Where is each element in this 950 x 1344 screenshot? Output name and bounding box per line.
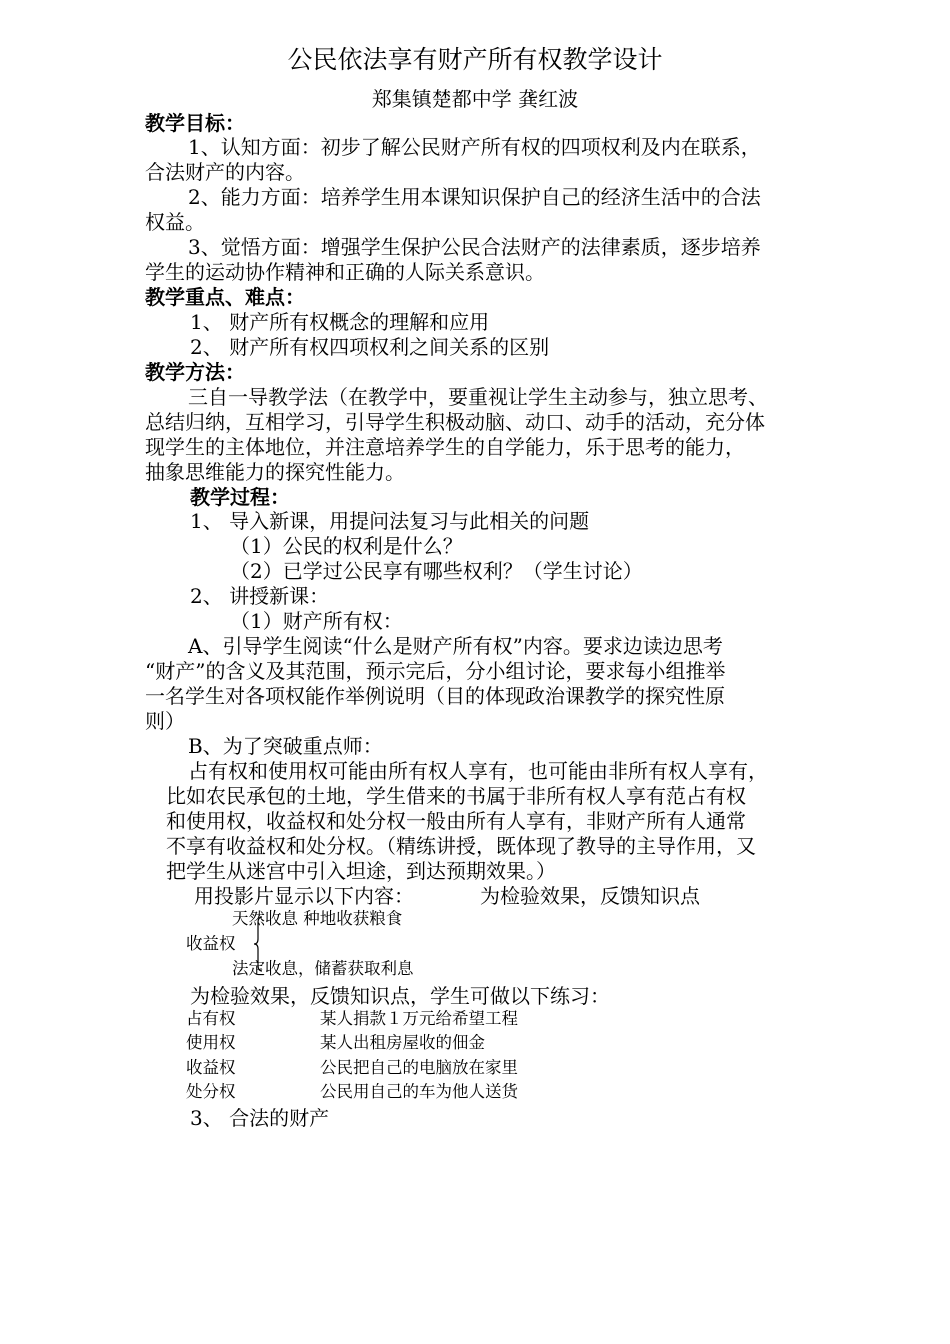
exercise-intro: 为检验效果，反馈知识点，学生可做以下练习： <box>190 984 610 1008</box>
author-line: 郑集镇楚都中学 龚红波 <box>371 87 579 111</box>
goals-line: 学生的运动协作精神和正确的人际关系意识。 <box>145 260 545 284</box>
process-line: （1）公民的权利是什么？ <box>230 534 463 558</box>
goals-line: 合法财产的内容。 <box>145 160 305 184</box>
goals-line: 1、认知方面：初步了解公民财产所有权的四项权利及内在联系， <box>188 135 761 159</box>
goals-line: 2、能力方面：培养学生用本课知识保护自己的经济生活中的合法 <box>188 185 761 209</box>
process-line: 一名学生对各项权能作举例说明（目的体现政治课教学的探究性原 <box>145 684 725 708</box>
projection-purpose: 为检验效果，反馈知识点 <box>480 884 700 908</box>
process-line: 不享有收益权和处分权。（精练讲授，既体现了教导的主导作用，又 <box>166 834 756 858</box>
process-line: 和使用权，收益权和处分权一般由所有人享有，非财产所有人通常 <box>166 809 746 833</box>
projection-note: 用投影片显示以下内容： <box>194 884 414 908</box>
process-line: 比如农民承包的土地，学生借来的书属于非所有权人享有范占有权 <box>166 784 746 808</box>
process-line: （1）财产所有权： <box>230 609 403 633</box>
document-title: 公民依法享有财产所有权教学设计 <box>287 45 663 74</box>
goals-line: 权益。 <box>145 210 205 234</box>
process-line: B、为了突破重点师： <box>188 734 383 758</box>
process-line: 3、 合法的财产 <box>190 1106 330 1130</box>
process-line: 2、 讲授新课： <box>190 584 330 608</box>
income-right-label: 收益权 <box>186 934 236 953</box>
key-point-item: 2、 财产所有权四项权利之间关系的区别 <box>190 335 550 359</box>
key-points-heading: 教学重点、难点： <box>145 285 305 309</box>
process-line: 把学生从迷宫中引入坦途，到达预期效果。） <box>166 859 556 883</box>
process-heading: 教学过程： <box>190 485 290 509</box>
exercise-example: 公民把自己的电脑放在家里 <box>320 1058 518 1077</box>
process-line: 则） <box>145 709 185 733</box>
legal-income-text: 法定收息，储蓄获取利息 <box>232 959 414 978</box>
process-line: （2）已学过公民享有哪些权利？（学生讨论） <box>230 559 643 583</box>
process-line: 1、 导入新课，用提问法复习与此相关的问题 <box>190 509 590 533</box>
exercise-right: 占有权 <box>186 1009 236 1028</box>
process-line: A、引导学生阅读“什么是财产所有权”内容。要求边读边思考 <box>188 634 723 658</box>
natural-income-text: 天然收息 种地收获粮食 <box>232 909 403 928</box>
method-heading: 教学方法： <box>145 360 245 384</box>
exercise-right: 使用权 <box>186 1033 236 1052</box>
method-line: 现学生的主体地位，并注意培养学生的自学能力，乐于思考的能力， <box>145 435 745 459</box>
key-point-item: 1、 财产所有权概念的理解和应用 <box>190 310 490 334</box>
method-line: 三自一导教学法（在教学中，要重视让学生主动参与，独立思考、 <box>188 385 768 409</box>
process-line: 占有权和使用权可能由所有权人享有，也可能由非所有权人享有， <box>188 759 768 783</box>
process-line: “财产”的含义及其范围，预示完后，分小组讨论，要求每小组推举 <box>145 659 726 683</box>
exercise-example: 某人出租房屋收的佃金 <box>320 1033 485 1052</box>
method-line: 抽象思维能力的探究性能力。 <box>145 460 405 484</box>
exercise-right: 收益权 <box>186 1058 236 1077</box>
goals-line: 3、觉悟方面：增强学生保护公民合法财产的法律素质，逐步培养 <box>188 235 761 259</box>
goals-heading: 教学目标： <box>145 111 245 135</box>
exercise-example: 某人捐款１万元给希望工程 <box>320 1009 518 1028</box>
exercise-example: 公民用自己的车为他人送货 <box>320 1082 518 1101</box>
method-line: 总结归纳，互相学习，引导学生积极动脑、动口、动手的活动，充分体 <box>145 410 765 434</box>
exercise-right: 处分权 <box>186 1082 236 1101</box>
